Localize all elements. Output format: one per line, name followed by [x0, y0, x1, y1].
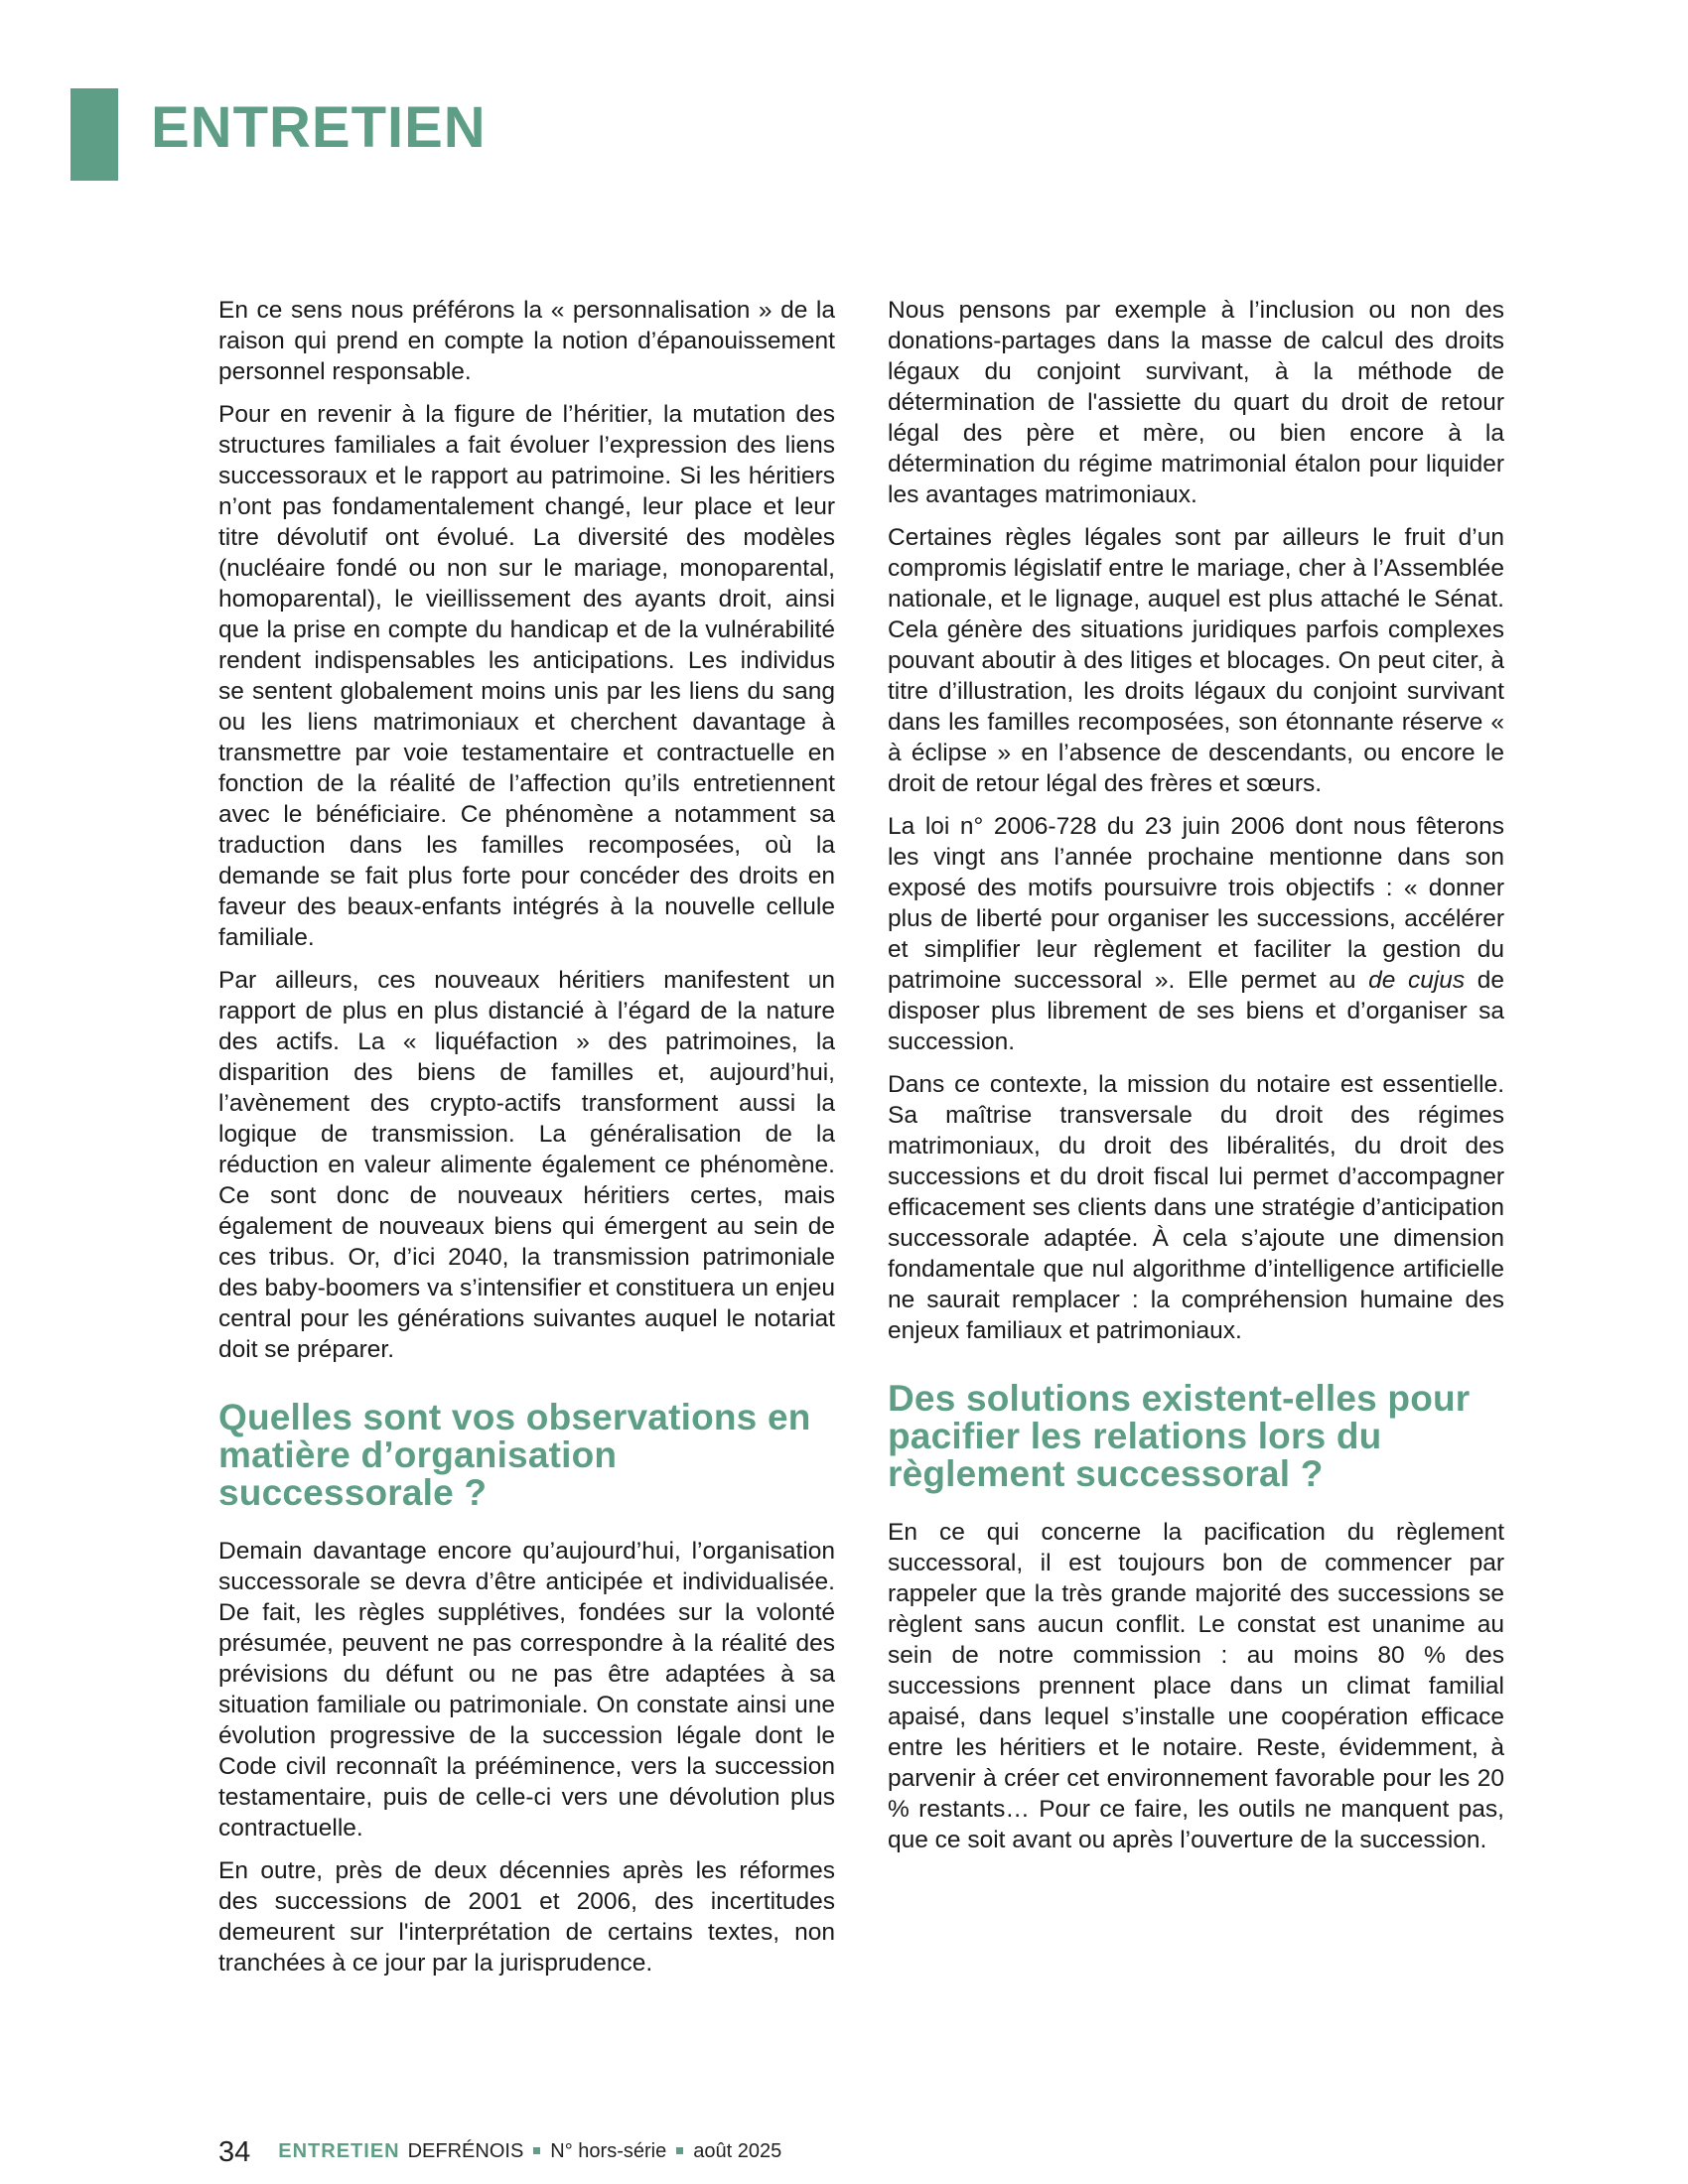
right-column	[888, 295, 1504, 1867]
footer-section: ENTRETIEN	[278, 2140, 400, 2162]
page-footer	[218, 2138, 781, 2167]
header-accent-bar	[70, 88, 118, 181]
left-column	[218, 295, 835, 1990]
footer-separator-1	[533, 2147, 540, 2154]
right-paragraph-2: Certaines règles légales sont par ailleurs le fruit d’un compromis législatif entre le mariage, cher à l’Assemblée nationale, et le lignage, auquel est plus attaché le Sénat. Cela génère des situations juridiques parfois complexes pouvant aboutir à des litiges et blocages. On peut citer, à titre d’illustration, les droits légaux du conjoint survivant dans les familles recomposées, son étonnante réserve « à éclipse » en l’absence de descendants, ou encore le droit de retour légal des frères et sœurs.	[888, 524, 1504, 797]
left-paragraph-4: Demain davantage encore qu’aujourd’hui, l’organisation successorale se devra d’être anticipée et individualisée. De fait, les règles supplétives, fondées sur la volonté présumée, peuvent ne pas correspondre à la réalité des prévisions du défunt ou ne pas être adaptées à sa situation familiale ou patrimoniale. On constate ainsi une évolution progressive de la succession légale dont le Code civil reconnaît la prééminence, vers la succession testamentaire, puis de celle-ci vers une dévolution plus contractuelle.	[218, 1538, 835, 1842]
left-paragraph-2: Pour en revenir à la figure de l’héritier, la mutation des structures familiales a fait évoluer l’expression des liens successoraux et le rapport au patrimoine. Si les héritiers n’ont pas fondamentalement changé, leur place et leur titre dévolutif ont évolué. La diversité des modèles (nucléaire fondé ou non sur le mariage, monoparental, homoparental), le vieillissement des ayants droit, ainsi que la prise en compte du handicap et de la vulnérabilité rendent indispensables les anticipations. Les individus se sentent globalement moins unis par les liens du sang ou les liens matrimoniaux et cherchent davantage à transmettre par voie testamentaire et contractuelle en fonction de la réalité de l’affection qu’ils entretiennent avec le bénéficiaire. Ce phénomène a notamment sa traduction dans les familles recomposées, où la demande se fait plus forte pour concéder des droits en faveur des beaux-enfants intégrés à la nouvelle cellule familiale.	[218, 401, 835, 951]
right-paragraph-1: Nous pensons par exemple à l’inclusion ou non des donations-partages dans la masse de calcul des droits légaux du conjoint survivant, à la méthode de détermination de l'assiette du quart du droit de retour légal des père et mère, ou bien encore à la détermination du régime matrimonial étalon pour liquider les avantages matrimoniaux.	[888, 297, 1504, 508]
loi-text-after: de disposer plus librement de ses biens et d’organiser sa succession.	[888, 967, 1505, 1055]
question-heading-organisation: Quelles sont vos observations en matière d’organisation successorale ?	[218, 1397, 811, 1513]
question-heading-solutions: Des solutions existent-elles pour pacifier les relations lors du règlement successoral ?	[888, 1378, 1471, 1494]
footer-date: août 2025	[693, 2140, 782, 2162]
footer-issue: N° hors-série	[550, 2140, 667, 2162]
left-paragraph-1: En ce sens nous préférons la « personnalisation » de la raison qui prend en compte la notion d’épanouissement personnel responsable.	[218, 297, 835, 385]
loi-text-before: La loi n° 2006-728 du 23 juin 2006 dont nous fêterons les vingt ans l’année prochaine mentionne dans son exposé des motifs poursuivre trois objectifs : « donner plus de liberté pour organiser les successions, accélérer et simplifier leur règlement et faciliter la gestion du patrimoine successoral ». Elle permet au	[888, 813, 1504, 994]
right-paragraph-notaire: Dans ce contexte, la mission du notaire est essentielle. Sa maîtrise transversale du droit des régimes matrimoniaux, du droit des libéralités, du droit des successions et du droit fiscal lui permet d’accompagner efficacement ses clients dans une stratégie d’anticipation successorale adaptée. À cela s’ajoute une dimension fondamentale que nul algorithme d’intelligence artificielle ne saurait remplacer : la compréhension humaine des enjeux familiaux et patrimoniaux.	[888, 1071, 1504, 1344]
left-paragraph-3: Par ailleurs, ces nouveaux héritiers manifestent un rapport de plus en plus distancié à l’égard de la nature des actifs. La « liquéfaction » des patrimoines, la disparition des biens de familles et, aujourd’hui, l’avènement des crypto-actifs transforment aussi la logique de transmission. La généralisation de la réduction en valeur alimente également ce phénomène. Ce sont donc de nouveaux héritiers certes, mais également de nouveaux biens qui émergent au sein de ces tribus. Or, d’ici 2040, la transmission patrimoniale des baby-boomers va s’intensifier et constituera un enjeu central pour les générations suivantes auquel le notariat doit se préparer.	[218, 967, 835, 1363]
page-number: 34	[218, 2136, 251, 2168]
right-paragraph-loi	[888, 811, 1504, 1057]
footer-separator-2	[676, 2147, 683, 2154]
loi-text-italic: de cujus	[1368, 967, 1466, 994]
section-title: ENTRETIEN	[151, 95, 487, 160]
footer-publication: DEFRÉNOIS	[407, 2140, 524, 2162]
right-paragraph-pacification: En ce qui concerne la pacification du règlement successoral, il est toujours bon de commencer par rappeler que la très grande majorité des successions se règlent sans aucun conflit. Le constat est unanime au sein de notre commission : au moins 80 % des successions prennent place dans un climat familial apaisé, dans lequel s’installe une coopération efficace entre les héritiers et le notaire. Reste, évidemment, à parvenir à créer cet environnement favorable pour les 20 % restants… Pour ce faire, les outils ne manquent pas, que ce soit avant ou après l’ouverture de la succession.	[888, 1519, 1504, 1853]
left-paragraph-5: En outre, près de deux décennies après les réformes des successions de 2001 et 2006, des incertitudes demeurent sur l'interprétation de certains textes, non tranchées à ce jour par la jurisprudence.	[218, 1857, 835, 1977]
